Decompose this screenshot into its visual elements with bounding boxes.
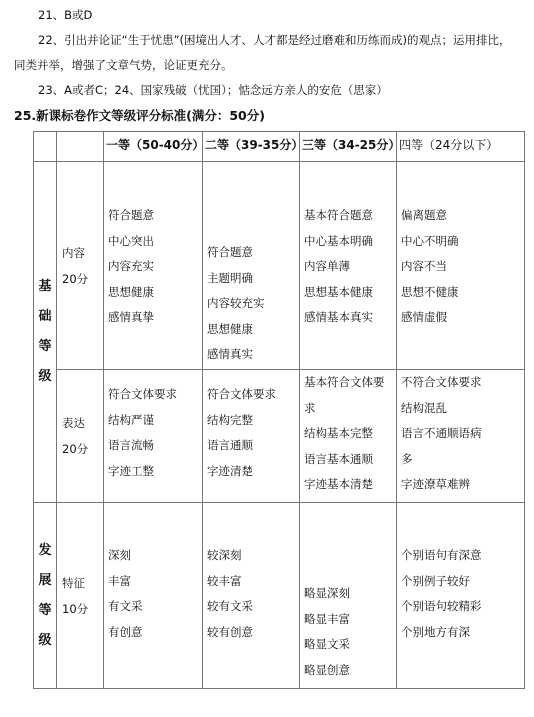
list-item: 思想健康 <box>207 321 253 336</box>
list-item: 结构严谨 <box>108 412 154 427</box>
criterion-expression-name: 表达 <box>62 416 85 430</box>
list-item: 中心基本明确 <box>304 233 373 248</box>
list-item: 结构混乱 <box>401 400 447 415</box>
list-item: 较有文采 <box>207 599 253 613</box>
answer-22-line1: 22、引出并论证“生于忧患”(困境出人才、人才都是经过磨难和历练而成)的观点；运用排比， <box>38 33 511 47</box>
category-development-label: 发展等级 <box>38 542 52 648</box>
content-grade-4 <box>397 162 525 370</box>
criterion-expression <box>57 370 104 503</box>
list-item: 符合题意 <box>207 245 253 259</box>
list-item: 略显丰富 <box>304 611 350 626</box>
list-item: 内容不当 <box>401 259 447 273</box>
list-item: 个别地方有深 <box>401 624 470 639</box>
list-item: 符合文体要求 <box>108 387 177 401</box>
category-basic-level <box>34 162 57 503</box>
header-grade-4: 四等（24分以下） <box>397 132 525 162</box>
list-item: 多 <box>401 451 413 466</box>
answer-23-24: 23、A或者C；24、国家残破（忧国）；惦念远方亲人的安危（思家） <box>38 83 388 97</box>
answer-21: 21、B或D <box>38 8 93 22</box>
category-basic-label: 基础等级 <box>38 279 52 384</box>
list-item: 略显深刻 <box>304 586 350 600</box>
list-item: 基本符合文体要 <box>304 375 385 389</box>
criterion-expression-points: 20分 <box>62 442 89 456</box>
list-item: 个别语句有深意 <box>401 548 482 562</box>
list-item: 语言流畅 <box>108 438 154 452</box>
list-item: 深刻 <box>108 548 131 562</box>
list-item: 感情真挚 <box>108 310 154 324</box>
list-item: 思想基本健康 <box>304 284 373 299</box>
list-item: 内容较充实 <box>207 296 265 310</box>
list-item: 结构基本完整 <box>304 426 373 440</box>
list-item: 偏离题意 <box>401 208 447 222</box>
list-item: 思想不健康 <box>401 284 459 299</box>
header-grade-3: 三等（34-25分） <box>300 132 397 162</box>
table-row-feature <box>34 503 525 689</box>
list-item: 字迹基本清楚 <box>304 477 373 491</box>
question-25-title: 25.新课标卷作文等级评分标准(满分：50分) <box>14 108 265 123</box>
criterion-content <box>57 162 104 370</box>
header-blank-2 <box>57 132 104 162</box>
list-item: 主题明确 <box>207 270 253 285</box>
list-item: 语言不通顺语病 <box>401 426 482 440</box>
feature-grade-3 <box>300 503 397 689</box>
list-item: 结构完整 <box>207 412 253 427</box>
list-item: 符合文体要求 <box>207 387 276 401</box>
header-blank <box>34 132 57 162</box>
category-development-level <box>34 503 57 689</box>
list-item: 符合题意 <box>108 208 154 222</box>
list-item: 较有创意 <box>207 624 253 639</box>
list-item: 不符合文体要求 <box>401 375 482 389</box>
list-item: 字迹工整 <box>108 463 154 478</box>
list-item: 语言基本通顺 <box>304 451 373 466</box>
criterion-feature-points: 10分 <box>62 601 89 616</box>
list-item: 基本符合题意 <box>304 208 373 222</box>
list-item: 有文采 <box>108 599 143 613</box>
list-item: 字迹清楚 <box>207 463 253 478</box>
feature-grade-4 <box>397 503 525 689</box>
table-row-content <box>34 162 525 370</box>
expression-grade-4 <box>397 370 525 503</box>
header-grade-2: 二等（39-35分） <box>203 132 300 162</box>
list-item: 感情真实 <box>207 347 253 361</box>
expression-grade-3 <box>300 370 397 503</box>
list-item: 中心不明确 <box>401 233 459 248</box>
list-item: 语言通顺 <box>207 438 253 452</box>
header-grade-1: 一等（50-40分） <box>104 132 203 162</box>
criterion-feature <box>57 503 104 689</box>
scoring-table <box>33 131 525 689</box>
list-item: 丰富 <box>108 573 131 588</box>
list-item: 有创意 <box>108 624 143 639</box>
list-item: 中心突出 <box>108 233 154 248</box>
expression-grade-1 <box>104 370 203 503</box>
expression-grade-2 <box>203 370 300 503</box>
list-item: 较深刻 <box>207 548 242 562</box>
list-item: 个别语句较精彩 <box>401 599 482 613</box>
list-item: 个别例子较好 <box>401 573 470 588</box>
feature-grade-2 <box>203 503 300 689</box>
list-item: 内容充实 <box>108 259 154 273</box>
content-grade-2 <box>203 162 300 370</box>
answer-22-line2: 同类并举，增强了文章气势，论证更充分。 <box>14 58 233 72</box>
list-item: 感情虚假 <box>401 310 447 324</box>
list-item: 求 <box>304 400 316 415</box>
list-item: 字迹潦草难辨 <box>401 477 470 491</box>
feature-grade-1 <box>104 503 203 689</box>
list-item: 较丰富 <box>207 573 242 588</box>
table-header-row <box>34 132 525 162</box>
list-item: 略显创意 <box>304 662 350 677</box>
criterion-feature-name: 特征 <box>62 575 85 590</box>
list-item: 感情基本真实 <box>304 310 373 324</box>
content-grade-3 <box>300 162 397 370</box>
criterion-content-points: 20分 <box>62 271 89 286</box>
table-row-expression <box>34 370 525 503</box>
list-item: 思想健康 <box>108 284 154 299</box>
content-grade-1 <box>104 162 203 370</box>
list-item: 略显文采 <box>304 637 350 651</box>
criterion-content-name: 内容 <box>62 245 85 260</box>
list-item: 内容单薄 <box>304 259 350 273</box>
